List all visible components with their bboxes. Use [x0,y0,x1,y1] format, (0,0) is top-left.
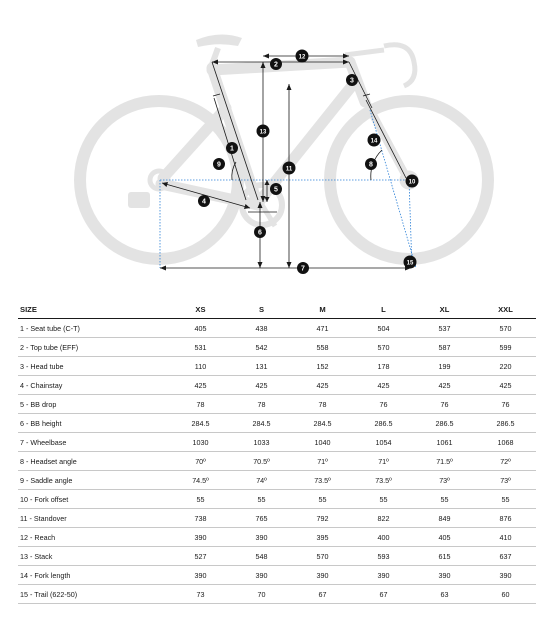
table-row [18,547,536,566]
table-cell: 425 [231,376,292,395]
svg-text:14: 14 [370,138,378,145]
table-cell: 73.5º [292,471,353,490]
table-cell: 73 [170,585,231,604]
rear-derailleur [128,192,150,208]
svg-text:5: 5 [274,186,278,194]
table-cell: 537 [414,319,475,338]
table-cell: 67 [292,585,353,604]
table-cell: 72º [475,452,536,471]
row-label: 8 - Headset angle [18,452,170,471]
callout-badge-10 [406,175,419,188]
table-cell: 199 [414,357,475,376]
table-cell: 542 [231,338,292,357]
row-label: 13 - Stack [18,547,170,566]
svg-text:12: 12 [298,54,306,61]
callout-badge-11 [283,162,296,175]
table-cell: 74.5º [170,471,231,490]
table-cell: 63 [414,585,475,604]
table-cell: 78 [170,395,231,414]
svg-text:8: 8 [369,161,373,169]
callout-badge-8 [365,158,377,170]
table-cell: 405 [170,319,231,338]
table-cell: 390 [231,528,292,547]
row-label: 12 - Reach [18,528,170,547]
table-cell: 286.5 [475,414,536,433]
table-cell: 71.5º [414,452,475,471]
svg-text:7: 7 [301,265,305,273]
table-cell: 425 [170,376,231,395]
callout-badge-9 [213,158,225,170]
svg-text:2: 2 [274,61,278,69]
row-label: 5 - BB drop [18,395,170,414]
row-label: 10 - Fork offset [18,490,170,509]
callout-badge-3 [346,74,358,86]
table-cell: 792 [292,509,353,528]
table-cell: 178 [353,357,414,376]
row-label: 2 - Top tube (EFF) [18,338,170,357]
table-row [18,528,536,547]
table-cell: 70.5º [231,452,292,471]
svg-text:9: 9 [217,161,221,169]
table-row [18,338,536,357]
table-cell: 570 [475,319,536,338]
svg-text:15: 15 [406,260,414,267]
table-cell: 400 [353,528,414,547]
table-cell: 390 [170,528,231,547]
table-cell: 76 [475,395,536,414]
table-cell: 1061 [414,433,475,452]
table-cell: 390 [231,566,292,585]
table-cell: 765 [231,509,292,528]
table-row [18,433,536,452]
table-cell: 78 [231,395,292,414]
table-cell: 558 [292,338,353,357]
callout-badge-5 [270,183,282,195]
saddle [196,34,242,47]
svg-text:1: 1 [230,145,234,153]
table-cell: 390 [170,566,231,585]
table-cell: 55 [353,490,414,509]
table-cell: 1054 [353,433,414,452]
table-cell: 55 [231,490,292,509]
callout-badge-14 [368,134,381,147]
table-row [18,585,536,604]
table-cell: 390 [292,566,353,585]
callout-badge-13 [257,125,270,138]
table-cell: 73.5º [353,471,414,490]
callout-badge-2 [270,58,282,70]
table-cell: 531 [170,338,231,357]
row-label: 4 - Chainstay [18,376,170,395]
table-cell: 60 [475,585,536,604]
table-cell: 425 [353,376,414,395]
column-header-s: S [231,300,292,319]
geometry-table [18,300,536,604]
table-cell: 284.5 [170,414,231,433]
callout-badge-12 [296,50,309,63]
table-cell: 405 [414,528,475,547]
table-cell: 67 [353,585,414,604]
table-cell: 637 [475,547,536,566]
bike-silhouette [80,34,488,259]
table-cell: 425 [292,376,353,395]
column-header-xl: XL [414,300,475,319]
table-cell: 1068 [475,433,536,452]
table-cell: 438 [231,319,292,338]
table-cell: 471 [292,319,353,338]
table-cell: 587 [414,338,475,357]
column-header-m: M [292,300,353,319]
table-cell: 390 [353,566,414,585]
table-cell: 78 [292,395,353,414]
table-cell: 131 [231,357,292,376]
table-cell: 1030 [170,433,231,452]
table-cell: 570 [353,338,414,357]
table-cell: 55 [414,490,475,509]
table-cell: 73º [414,471,475,490]
callout-badge-6 [254,226,266,238]
table-cell: 1040 [292,433,353,452]
table-cell: 615 [414,547,475,566]
table-row [18,376,536,395]
table-cell: 73º [475,471,536,490]
table-cell: 286.5 [353,414,414,433]
table-cell: 284.5 [292,414,353,433]
table-row [18,452,536,471]
table-cell: 599 [475,338,536,357]
svg-text:10: 10 [408,179,416,186]
table-cell: 55 [475,490,536,509]
table-row [18,471,536,490]
header-row [18,300,536,319]
table-cell: 570 [292,547,353,566]
table-cell: 390 [475,566,536,585]
geometry-table-header [18,300,536,319]
table-cell: 425 [414,376,475,395]
table-cell: 110 [170,357,231,376]
row-label: 14 - Fork length [18,566,170,585]
column-header-xs: XS [170,300,231,319]
svg-text:3: 3 [350,77,354,85]
row-label: 7 - Wheelbase [18,433,170,452]
row-label: 3 - Head tube [18,357,170,376]
table-cell: 822 [353,509,414,528]
column-header-l: L [353,300,414,319]
table-cell: 76 [353,395,414,414]
table-cell: 286.5 [414,414,475,433]
table-cell: 55 [292,490,353,509]
row-label: 9 - Saddle angle [18,471,170,490]
stem [345,50,384,55]
row-label: 1 - Seat tube (C-T) [18,319,170,338]
handlebar [384,45,415,86]
table-cell: 74º [231,471,292,490]
table-cell: 395 [292,528,353,547]
table-cell: 425 [475,376,536,395]
callout-badge-4 [198,195,210,207]
bike-geometry-diagram [0,0,549,290]
table-cell: 548 [231,547,292,566]
column-header-xxl: XXL [475,300,536,319]
table-row [18,395,536,414]
table-cell: 152 [292,357,353,376]
callout-badge-15 [404,256,417,269]
svg-text:4: 4 [202,198,206,206]
table-cell: 71º [353,452,414,471]
table-cell: 410 [475,528,536,547]
table-cell: 284.5 [231,414,292,433]
svg-text:11: 11 [285,166,293,173]
table-row [18,414,536,433]
svg-text:6: 6 [258,229,262,237]
table-cell: 76 [414,395,475,414]
table-cell: 390 [414,566,475,585]
table-cell: 876 [475,509,536,528]
table-cell: 70 [231,585,292,604]
table-row [18,357,536,376]
table-cell: 849 [414,509,475,528]
table-cell: 220 [475,357,536,376]
table-cell: 70º [170,452,231,471]
table-cell: 738 [170,509,231,528]
table-cell: 527 [170,547,231,566]
callout-badge-7 [297,262,309,274]
table-row [18,319,536,338]
row-label: 11 - Standover [18,509,170,528]
column-header-size: SIZE [18,300,170,319]
geometry-table-body [18,319,536,604]
table-cell: 71º [292,452,353,471]
table-cell: 1033 [231,433,292,452]
row-label: 15 - Trail (622-50) [18,585,170,604]
table-cell: 593 [353,547,414,566]
table-row [18,490,536,509]
table-row [18,509,536,528]
table-row [18,566,536,585]
table-cell: 55 [170,490,231,509]
svg-text:13: 13 [259,129,267,136]
row-label: 6 - BB height [18,414,170,433]
table-cell: 504 [353,319,414,338]
callout-badge-1 [226,142,238,154]
